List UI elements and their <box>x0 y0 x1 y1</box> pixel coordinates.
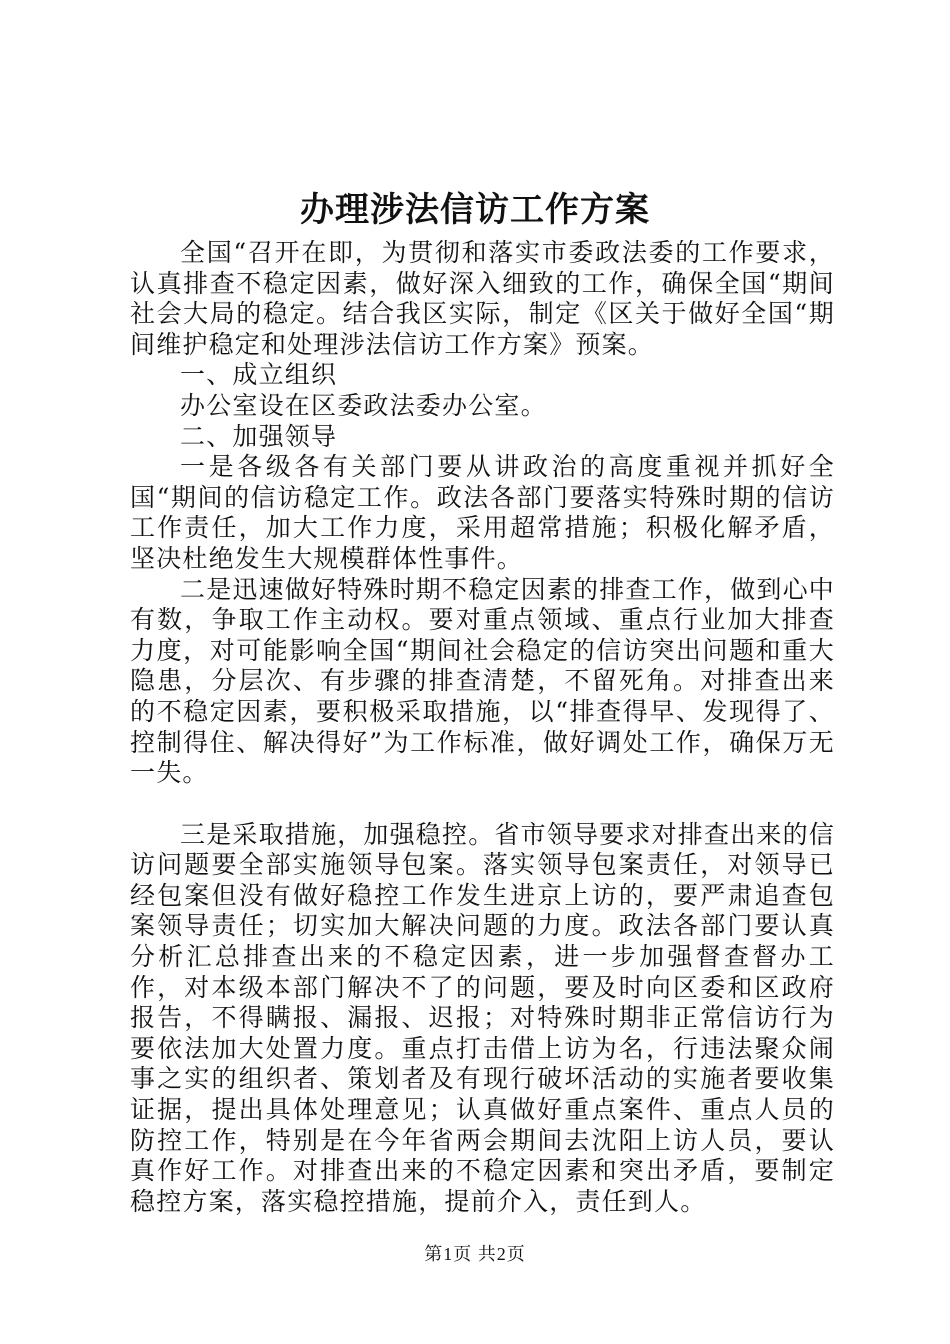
section-heading-organization: 一、成立组织 <box>180 360 338 390</box>
office-paragraph: 办公室设在区委政法委办公室。 <box>180 390 547 420</box>
point-two-paragraph: 二是迅速做好特殊时期不稳定因素的排查工作，做到心中有数，争取工作主动权。要对重点领域、重点行业加大排查力度，对可能影响全国“期间社会稳定的信访突出问题和重大隐患，分层次、有步骤的排查清楚，不留死角。对排查出来的不稳定因素，要积极采取措施，以“排查得早、发现得了、控制得住、解决得好”为工作标准，做好调处工作，确保万无一失。 <box>130 574 836 788</box>
section-heading-leadership: 二、加强领导 <box>180 421 338 451</box>
document-title: 办理涉法信访工作方案 <box>300 190 650 230</box>
document-body <box>130 238 835 1217</box>
point-one-paragraph: 一是各级各有关部门要从讲政治的高度重视并抓好全国“期间的信访稳定工作。政法各部门要落实特殊时期的信访工作责任，加大工作力度，采用超常措施；积极化解矛盾，坚决杜绝发生大规模群体性事件。 <box>130 452 835 573</box>
point-three-paragraph: 三是采取措施，加强稳控。省市领导要求对排查出来的信访问题要全部实施领导包案。落实领导包案责任，对领导已经包案但没有做好稳控工作发生进京上访的，要严肃追查包案领导责任；切实加大解决问题的力度。政法各部门要认真分析汇总排查出来的不稳定因素，进一步加强督查督办工作，对本级本部门解决不了的问题，要及时向区委和区政府报告，不得瞒报、漏报、迟报；对特殊时期非正常信访行为要依法加大处置力度。重点打击借上访为名，行违法聚众闹事之实的组织者、策划者及有现行破坏活动的实施者要收集证据，提出具体处理意见；认真做好重点案件、重点人员的防控工作，特别是在今年省两会期间去沈阳上访人员，要认真作好工作。对排查出来的不稳定因素和突出矛盾，要制定稳控方案，落实稳控措施，提前介入，责任到人。 <box>130 819 836 1216</box>
page-footer: 第1页 共2页 <box>424 1244 526 1264</box>
intro-paragraph: 全国“召开在即，为贯彻和落实市委政法委的工作要求，认真排查不稳定因素，做好深入细致的工作，确保全国“期间社会大局的稳定。结合我区实际，制定《区关于做好全国“期间维护稳定和处理涉法信访工作方案》预案。 <box>130 238 835 359</box>
paragraph-spacer <box>130 789 835 820</box>
